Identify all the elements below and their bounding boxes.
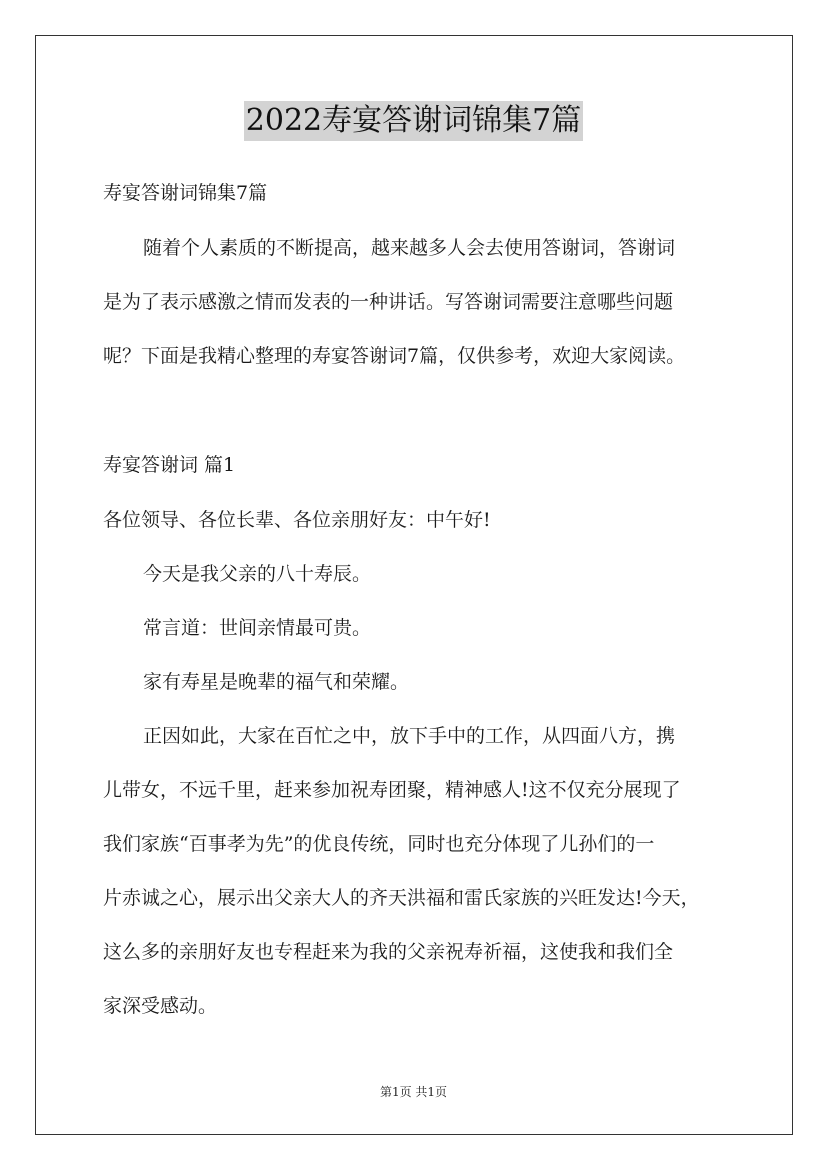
body-line: 常言道：世间亲情最可贵。 — [143, 617, 372, 639]
body-line: 家深受感动。 — [103, 995, 218, 1017]
body-line: 家有寿星是晚辈的福气和荣耀。 — [143, 671, 410, 693]
body-line: 这么多的亲朋好友也专程赶来为我的父亲祝寿祈福，这使我和我们全 — [103, 941, 674, 963]
section-heading: 寿宴答谢词 篇1 — [103, 454, 236, 476]
document-title: 2022寿宴答谢词锦集7篇 — [244, 101, 583, 141]
body-line: 今天是我父亲的八十寿辰。 — [143, 563, 372, 585]
page-footer: 第1页 共1页 — [379, 1085, 448, 1099]
body-line: 正因如此，大家在百忙之中，放下手中的工作，从四面八方，携 — [143, 725, 676, 747]
subtitle: 寿宴答谢词锦集7篇 — [103, 182, 268, 204]
title-container — [0, 101, 827, 141]
intro-line: 随着个人素质的不断提高，越来越多人会去使用答谢词，答谢词 — [143, 237, 676, 259]
body-line: 我们家族“百事孝为先”的优良传统，同时也充分体现了儿孙们的一 — [103, 833, 655, 855]
intro-line: 是为了表示感激之情而发表的一种讲话。写答谢词需要注意哪些问题 — [103, 291, 674, 313]
body-line: 片赤诚之心，展示出父亲大人的齐天洪福和雷氏家族的兴旺发达!今天， — [103, 887, 700, 909]
body-line: 儿带女，不远千里，赶来参加祝寿团聚，精神感人!这不仅充分展现了 — [103, 779, 681, 801]
intro-line: 呢？下面是我精心整理的寿宴答谢词7篇，仅供参考，欢迎大家阅读。 — [103, 345, 686, 367]
greeting-line: 各位领导、各位长辈、各位亲朋好友：中午好! — [103, 509, 491, 531]
